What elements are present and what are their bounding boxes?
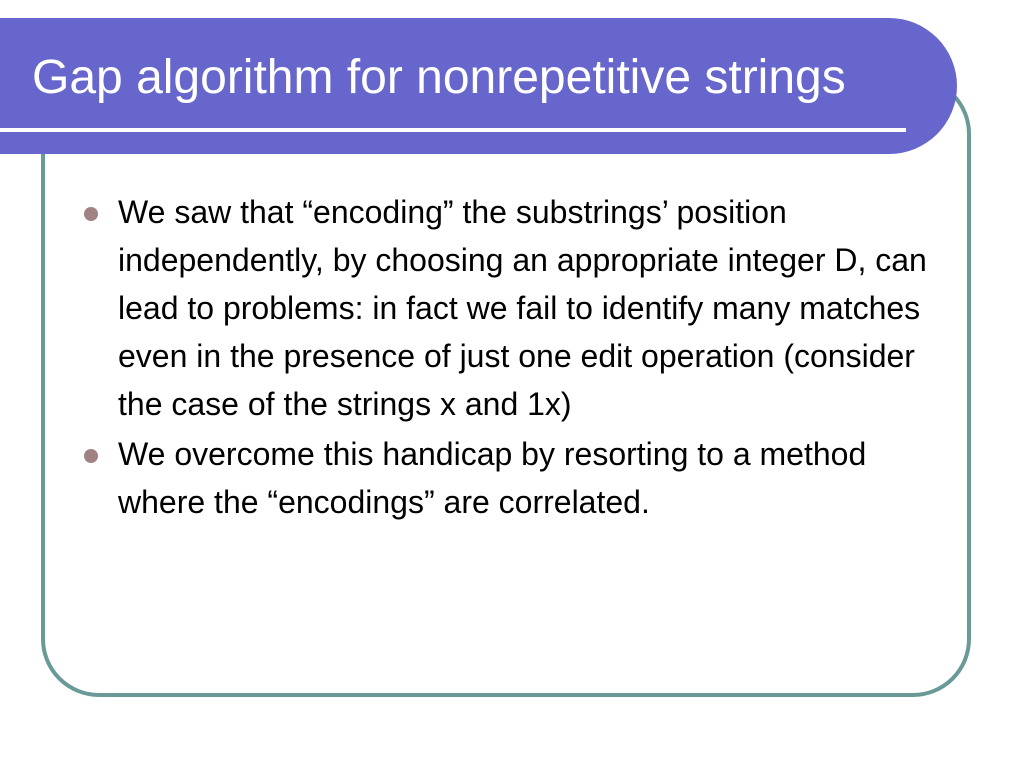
bullet-dot-icon <box>84 449 98 463</box>
slide-title: Gap algorithm for nonrepetitive strings <box>32 51 846 104</box>
bullet-item <box>80 430 960 526</box>
bullet-dot-icon <box>84 207 98 221</box>
bullet-list <box>80 188 960 528</box>
bullet-text: We saw that “encoding” the substrings’ position independently, by choosing an appropriate integer D, can lead to problems: in fact we fail to identify many matches even in the presence of just one edit operation (consider the case of the strings x and 1x) <box>118 194 927 422</box>
title-underline <box>0 128 906 132</box>
bullet-item <box>80 188 960 428</box>
bullet-text: We overcome this handicap by resorting to a method where the “encodings” are correlated. <box>118 436 867 520</box>
